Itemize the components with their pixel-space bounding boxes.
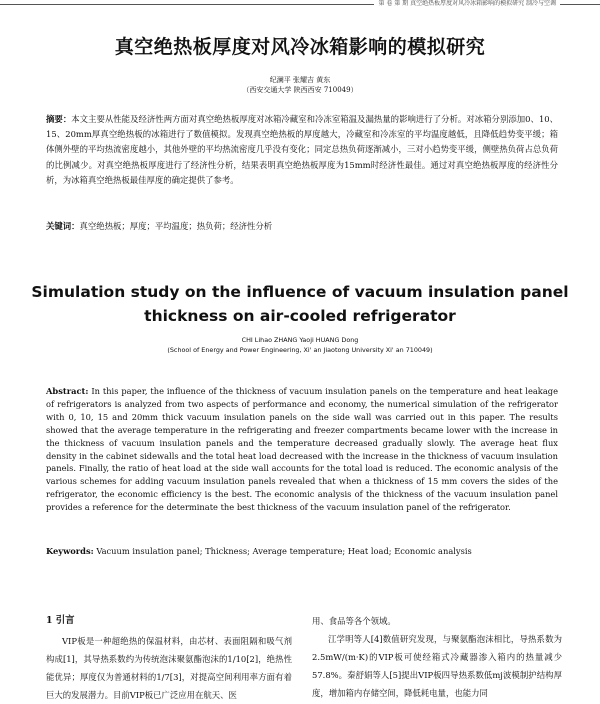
english-abstract (46, 385, 558, 514)
chinese-keywords-text: 真空绝热板；厚度；平均温度；热负荷；经济性分析 (79, 221, 273, 231)
chinese-abstract-text: 本文主要从性能及经济性两方面对真空绝热板厚度对冰箱冷藏室和冷冻室箱温及漏热量的影响进行了分析。对冰箱分别添加0、10、15、20mm厚真空绝热板的冰箱进行了数值模拟。发现真空绝热板的厚度越大，冷藏室和冷冻室的平均温度越低，且降低趋势变平缓；箱体侧外壁的平均热流密度越小，其他外壁的平均热流密度几乎没有变化；同定总热负荷逐渐减小，三对小趋势变平缓，侧壁热负荷占总负荷的比例减少。对真空绝热板厚度进行了经济性分析，结果表明真空绝热板厚度为15mm时经济性最佳。通过对真空绝热板厚度的经济性分析，为冰箱真空绝热板最佳厚度的确定提供了参考。 (46, 114, 559, 185)
english-authors: CHI Lihao ZHANG Yaoji HUANG Dong (241, 336, 359, 344)
chinese-authors: 纪澜平 张耀吉 黄东 (269, 76, 331, 84)
english-keywords-label: Keywords: (46, 546, 94, 556)
body-paragraph: 江学明等人[4]数值研究发现，与聚氨酯泡沫相比，导热系数为2.5mW/(m·K)的VIP板可使经箱式冷藏器渗入箱内的热量减少57.8%。秦舒娟等人[5]提出VIP板四导热系数低mj波模制护结构厚度，增加箱内存储空间，降低耗电量，也能力同 (312, 634, 562, 698)
section-heading-introduction: 1 引言 (46, 615, 75, 626)
chinese-title: 真空绝热板厚度对风冷冰箱影响的模拟研究 (114, 36, 486, 58)
body-right-column (312, 612, 562, 702)
chinese-abstract (46, 112, 558, 188)
chinese-keywords-label: 关键词： (46, 221, 80, 231)
running-header (0, 0, 600, 12)
english-affiliation: (School of Energy and Power Engineering, Xi' an Jiaotong University Xi' an 710049) (167, 346, 433, 354)
body-paragraph: VIP板是一种超绝热的保温材料，由芯材、表面阻隔和吸气剂构成[1]，其导热系数约为传统泡沫聚氨酯泡沫的1/10[2]，绝热性能优异；厚度仅为普通材料的1/7[3]，对提高空间利用率方面有着巨大的发展潜力。目前VIP板已广泛应用在航天、医 (46, 636, 292, 700)
body-paragraph-continued: 用、食品等各个领域。 (312, 616, 396, 626)
running-header-text: 第 卷 第 期 真空绝热板厚度对风冷冰箱影响的模拟研究 制冷与空调 (374, 0, 560, 7)
chinese-keywords (46, 220, 558, 232)
chinese-abstract-label: 摘要： (46, 114, 72, 124)
english-abstract-text: In this paper, the influence of the thickness of vacuum insulation panels on the temperature and heat leakage of refrigerators is analyzed from two aspects of performance and economy, the numerical simulation of the refrigerator with 0, 10, 15 and 20mm thick vacuum insulation panels on the side wall was carried out in this paper. The results showed that the average temperature in the refrigerating and freezer compartments became lower with the increase in the thickness of vacuum insulation panels and the temperature decreased gradually slowly. The average heat flux density in the cabinet sidewalls and the total heat load decreased with the increase in the thickness of vacuum insulation panels. Finally, the ratio of heat load at the side wall accounts for the total load is reduced. The economic analysis of the various schemes for adding vacuum insulation panels revealed that when a thickness of 15 mm covers the sides of the refrigerator, the economic efficiency is the best. The economic analysis of the thickness of the vacuum insulation panel provides a reference for the determinate the best thickness of the vacuum insulation panel of the refrigerator. (46, 386, 558, 513)
english-abstract-label: Abstract: (46, 386, 89, 396)
chinese-affiliation: （西安交通大学 陕西西安 710049） (242, 86, 358, 94)
english-keywords (46, 546, 558, 556)
english-title: Simulation study on the influence of vacuum insulation panel thickness on air-cooled refrigerator (31, 283, 569, 325)
english-keywords-text: Vacuum insulation panel; Thickness; Average temperature; Heat load; Economic analysis (96, 546, 472, 556)
body-left-column (46, 612, 292, 704)
